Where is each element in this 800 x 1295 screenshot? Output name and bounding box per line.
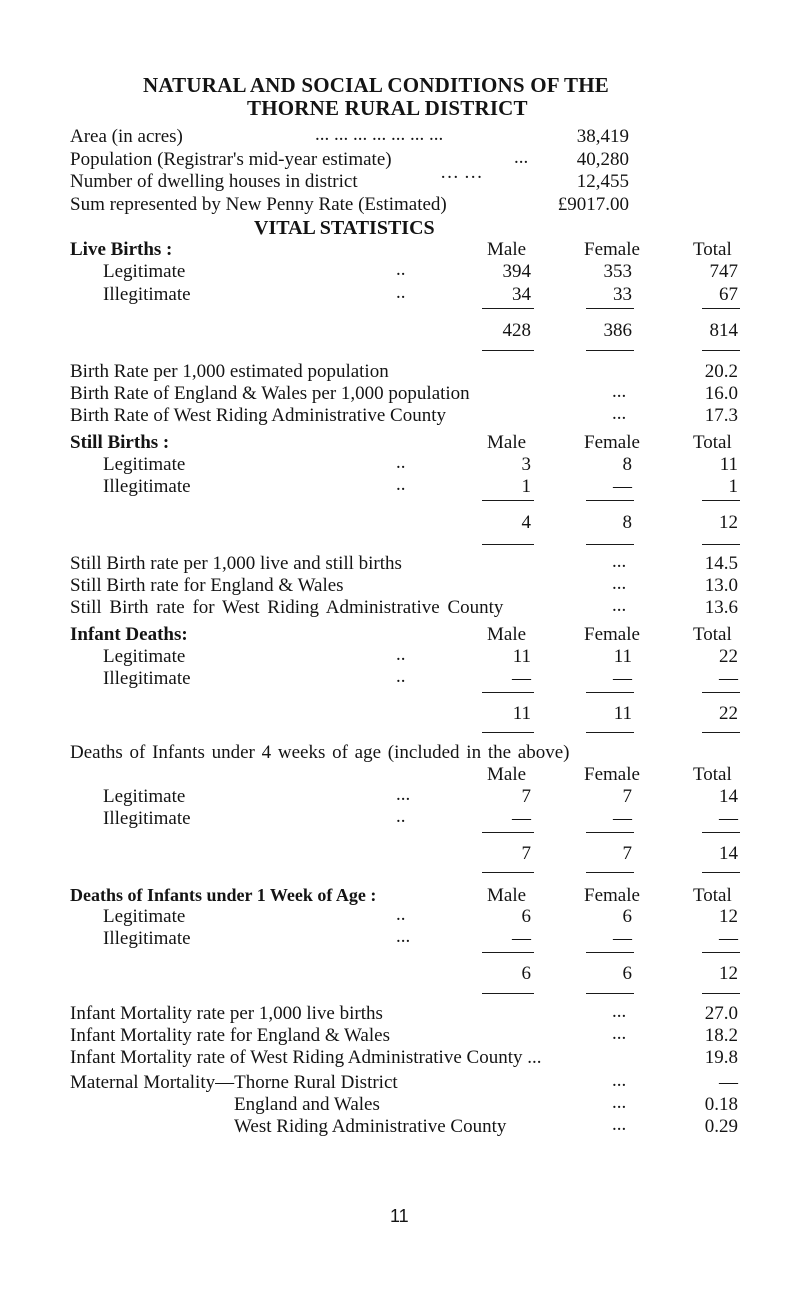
cell-male: — — [512, 808, 531, 829]
row-legitimate: Legitimate — [103, 646, 186, 667]
still-rate-westriding-dots: ... — [612, 595, 627, 616]
sum-rule — [482, 832, 534, 833]
cell-total: — — [719, 668, 738, 689]
cell-male: 394 — [502, 261, 531, 282]
deaths-4-weeks-heading: Deaths of Infants under 4 weeks of age (included in the above) — [70, 742, 570, 763]
col-female: Female — [584, 239, 640, 260]
cell-total: — — [719, 808, 738, 829]
col-male: Male — [487, 624, 527, 645]
birth-rate-local-label: Birth Rate per 1,000 estimated population — [70, 361, 389, 382]
cell-female: — — [613, 476, 632, 497]
sum-rule — [482, 952, 534, 953]
maternal-mortality-england-label: England and Wales — [234, 1094, 380, 1115]
cell-male: 6 — [521, 906, 531, 927]
sum-female: 7 — [622, 843, 632, 864]
cell-male: — — [512, 928, 531, 949]
vital-statistics-heading: VITAL STATISTICS — [254, 217, 435, 239]
row-dots: ... — [396, 784, 411, 805]
population-dots: ... — [514, 147, 529, 168]
row-dots: .. — [396, 282, 406, 303]
row-illegitimate: Illegitimate — [103, 476, 191, 497]
row-dots: .. — [396, 904, 406, 925]
area-dots: ... ... ... ... ... ... ... — [315, 124, 444, 145]
row-illegitimate: Illegitimate — [103, 668, 191, 689]
birth-rate-england-value: 16.0 — [704, 383, 738, 404]
sum-male: 11 — [512, 703, 531, 724]
total-rule — [586, 544, 634, 545]
infant-mortality-local-dots: ... — [612, 1001, 627, 1022]
sum-female: 11 — [613, 703, 632, 724]
sum-total: 22 — [719, 703, 738, 724]
row-dots: .. — [396, 644, 406, 665]
col-total: Total — [693, 239, 732, 260]
infant-mortality-local-label: Infant Mortality rate per 1,000 live births — [70, 1003, 383, 1024]
sum-male: 428 — [502, 320, 531, 341]
cell-total: 747 — [709, 261, 738, 282]
total-rule — [482, 993, 534, 994]
still-rate-local-value: 14.5 — [704, 553, 738, 574]
row-dots: .. — [396, 474, 406, 495]
sum-rule — [482, 692, 534, 693]
cell-total: 22 — [719, 646, 738, 667]
row-illegitimate: Illegitimate — [103, 284, 191, 305]
cell-male: 1 — [521, 476, 531, 497]
row-legitimate: Legitimate — [103, 786, 186, 807]
birth-rate-westriding-label: Birth Rate of West Riding Administrative County — [70, 405, 446, 426]
cell-total: 12 — [719, 906, 738, 927]
sum-rule — [586, 692, 634, 693]
population-label: Population (Registrar's mid-year estimate) — [70, 149, 392, 170]
sum-rule — [586, 500, 634, 501]
maternal-mortality-england-dots: ... — [612, 1092, 627, 1113]
col-total: Total — [693, 432, 732, 453]
sum-rule — [586, 832, 634, 833]
sum-rule — [702, 308, 740, 309]
cell-total: 11 — [719, 454, 738, 475]
still-rate-westriding-value: 13.6 — [704, 597, 738, 618]
maternal-mortality-local-value: — — [719, 1072, 738, 1093]
dwellings-value: 12,455 — [576, 171, 629, 192]
infant-mortality-england-value: 18.2 — [704, 1025, 738, 1046]
cell-female: — — [613, 808, 632, 829]
still-rate-england-value: 13.0 — [704, 575, 738, 596]
sum-male: 6 — [521, 963, 531, 984]
sum-female: 386 — [603, 320, 632, 341]
sum-female: 6 — [622, 963, 632, 984]
row-legitimate: Legitimate — [103, 261, 186, 282]
still-rate-westriding-label: Still Birth rate for West Riding Administrative County — [70, 597, 504, 618]
maternal-mortality-westriding-value: 0.29 — [704, 1116, 738, 1137]
total-rule — [586, 872, 634, 873]
cell-female: 6 — [622, 906, 632, 927]
total-rule — [482, 872, 534, 873]
cell-male: 11 — [512, 646, 531, 667]
sum-total: 12 — [719, 512, 738, 533]
sum-rule — [702, 500, 740, 501]
total-rule — [482, 732, 534, 733]
total-rule — [586, 350, 634, 351]
maternal-mortality-england-value: 0.18 — [704, 1094, 738, 1115]
sum-rule — [482, 500, 534, 501]
cell-male: 7 — [521, 786, 531, 807]
col-female: Female — [584, 885, 640, 906]
deaths-1-week-heading: Deaths of Infants under 1 Week of Age : — [70, 885, 377, 905]
cell-female: 11 — [613, 646, 632, 667]
maternal-mortality-westriding-label: West Riding Administrative County — [234, 1116, 507, 1137]
cell-female: — — [613, 668, 632, 689]
row-dots: ... — [396, 926, 411, 947]
birth-rate-england-dots: ... — [612, 381, 627, 402]
col-female: Female — [584, 624, 640, 645]
still-rate-local-dots: ... — [612, 551, 627, 572]
col-male: Male — [487, 764, 527, 785]
still-births-heading: Still Births : — [70, 432, 170, 453]
total-rule — [702, 350, 740, 351]
cell-male: — — [512, 668, 531, 689]
rate-value: £9017.00 — [557, 194, 629, 215]
total-rule — [482, 544, 534, 545]
infant-mortality-local-value: 27.0 — [704, 1003, 738, 1024]
area-value: 38,419 — [576, 126, 629, 147]
cell-female: 7 — [622, 786, 632, 807]
total-rule — [586, 732, 634, 733]
col-male: Male — [487, 432, 527, 453]
total-rule — [702, 993, 740, 994]
row-dots: .. — [396, 259, 406, 280]
cell-female: 33 — [613, 284, 632, 305]
still-rate-england-dots: ... — [612, 573, 627, 594]
sum-rule — [702, 832, 740, 833]
still-rate-england-label: Still Birth rate for England & Wales — [70, 575, 344, 596]
col-total: Total — [693, 885, 732, 906]
row-illegitimate: Illegitimate — [103, 808, 191, 829]
birth-rate-westriding-dots: ... — [612, 403, 627, 424]
col-male: Male — [487, 239, 527, 260]
rate-label: Sum represented by New Penny Rate (Estimated) — [70, 194, 447, 215]
row-dots: .. — [396, 452, 406, 473]
sum-total: 814 — [709, 320, 738, 341]
dwellings-dots: ··· ··· — [440, 167, 483, 188]
live-births-heading: Live Births : — [70, 239, 173, 260]
sum-female: 8 — [622, 512, 632, 533]
infant-mortality-england-label: Infant Mortality rate for England & Wales — [70, 1025, 390, 1046]
sum-male: 7 — [521, 843, 531, 864]
sum-rule — [702, 952, 740, 953]
col-total: Total — [693, 764, 732, 785]
total-rule — [482, 350, 534, 351]
row-illegitimate: Illegitimate — [103, 928, 191, 949]
row-legitimate: Legitimate — [103, 906, 186, 927]
total-rule — [702, 872, 740, 873]
maternal-mortality-local-dots: ... — [612, 1070, 627, 1091]
row-legitimate: Legitimate — [103, 454, 186, 475]
still-rate-local-label: Still Birth rate per 1,000 live and still births — [70, 553, 402, 574]
cell-female: 8 — [622, 454, 632, 475]
infant-mortality-england-dots: ... — [612, 1023, 627, 1044]
col-female: Female — [584, 432, 640, 453]
birth-rate-local-value: 20.2 — [704, 361, 738, 382]
sum-rule — [586, 952, 634, 953]
total-rule — [702, 732, 740, 733]
cell-male: 34 — [512, 284, 531, 305]
sum-rule — [702, 692, 740, 693]
page-title-line1: NATURAL AND SOCIAL CONDITIONS OF THE — [143, 73, 609, 97]
row-dots: .. — [396, 806, 406, 827]
cell-total: 14 — [719, 786, 738, 807]
total-rule — [586, 993, 634, 994]
population-value: 40,280 — [576, 149, 629, 170]
cell-female: — — [613, 928, 632, 949]
sum-total: 12 — [719, 963, 738, 984]
birth-rate-england-label: Birth Rate of England & Wales per 1,000 population — [70, 383, 470, 404]
page-number: 11 — [390, 1206, 409, 1226]
sum-rule — [586, 308, 634, 309]
infant-mortality-westriding-label: Infant Mortality rate of West Riding Administrative County ... — [70, 1047, 542, 1068]
maternal-mortality-westriding-dots: ... — [612, 1114, 627, 1135]
cell-female: 353 — [603, 261, 632, 282]
cell-total: 67 — [719, 284, 738, 305]
infant-deaths-heading: Infant Deaths: — [70, 624, 188, 645]
area-label: Area (in acres) — [70, 126, 183, 147]
dwellings-label: Number of dwelling houses in district — [70, 171, 358, 192]
cell-male: 3 — [521, 454, 531, 475]
sum-total: 14 — [719, 843, 738, 864]
maternal-mortality-label: Maternal Mortality—Thorne Rural District — [70, 1072, 398, 1093]
col-male: Male — [487, 885, 527, 906]
sum-rule — [482, 308, 534, 309]
infant-mortality-westriding-value: 19.8 — [704, 1047, 738, 1068]
birth-rate-westriding-value: 17.3 — [704, 405, 738, 426]
total-rule — [702, 544, 740, 545]
col-total: Total — [693, 624, 732, 645]
col-female: Female — [584, 764, 640, 785]
page-title-line2: THORNE RURAL DISTRICT — [247, 96, 528, 120]
cell-total: 1 — [728, 476, 738, 497]
sum-male: 4 — [521, 512, 531, 533]
row-dots: .. — [396, 666, 406, 687]
cell-total: — — [719, 928, 738, 949]
